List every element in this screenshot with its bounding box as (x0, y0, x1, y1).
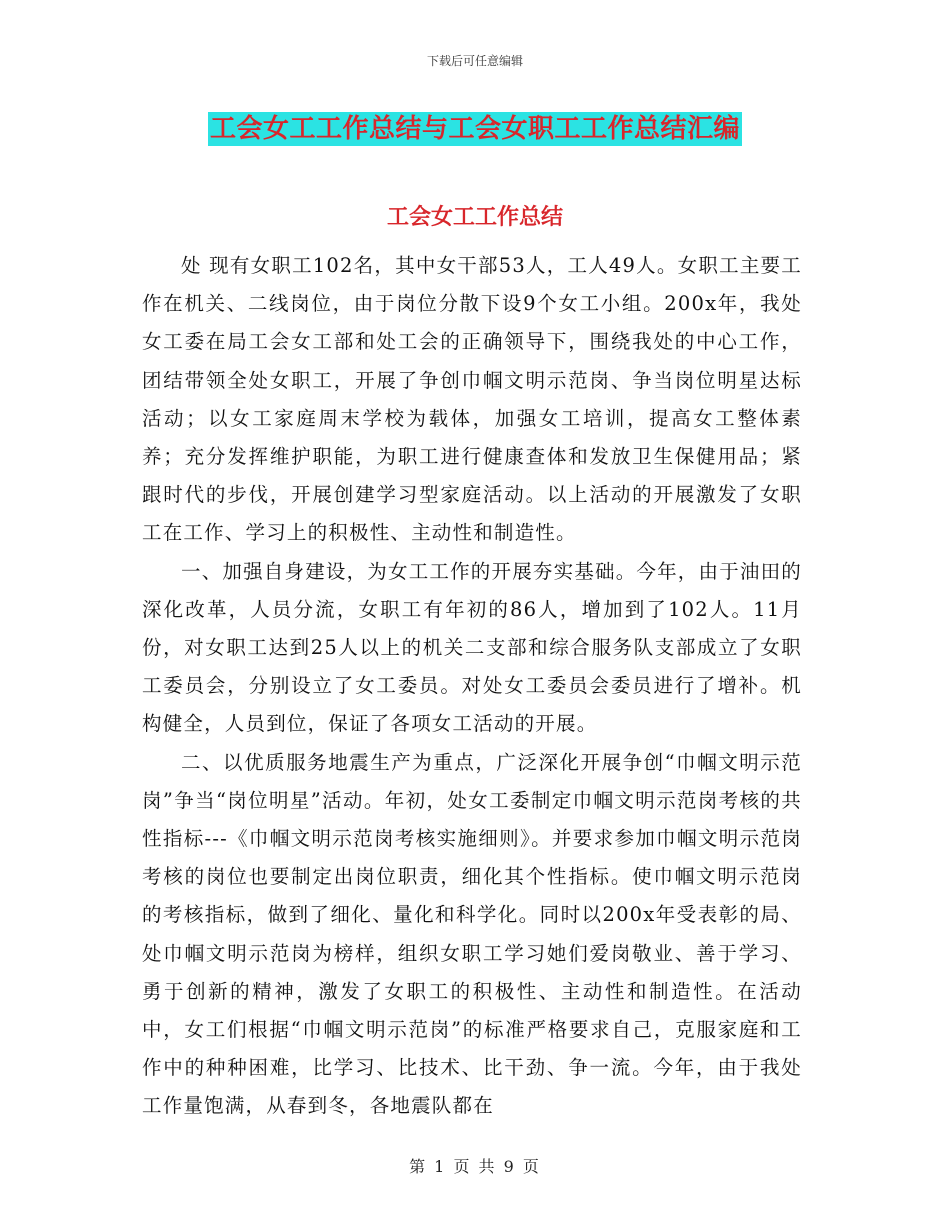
paragraph-section-two: 二、以优质服务地震生产为重点，广泛深化开展争创“巾帼文明示范岗”争当“岗位明星”活动。年初，处女工委制定巾帼文明示范岗考核的共性指标---《巾帼文明示范岗考核实施细则》。并要求参加巾帼文明示范岗考核的岗位也要制定出岗位职责，细化其个性指标。使巾帼文明示范岗的考核指标，做到了细化、量化和科学化。同时以200x年受表彰的局、处巾帼文明示范岗为榜样，组织女职工学习她们爱岗敬业、善于学习、勇于创新的精神，激发了女职工的积极性、主动性和制造性。在活动中，女工们根据“巾帼文明示范岗”的标准严格要求自己，克服家庭和工作中的种种困难，比学习、比技术、比干劲、争一流。今年，由于我处工作量饱满，从春到冬，各地震队都在 (142, 750, 802, 1118)
section-title: 工会女工工作总结 (386, 205, 563, 230)
paragraph-section-one: 一、加强自身建设，为女工工作的开展夯实基础。今年，由于油田的深化改革，人员分流，女职工有年初的86人，增加到了102人。11月份，对女职工达到25人以上的机关二支部和综合服务队支部成立了女职工委员会，分别设立了女工委员。对处女工委员会委员进行了增补。机构健全，人员到位，保证了各项女工活动的开展。 (142, 559, 803, 736)
main-title: 工会女工工作总结与工会女职工工作总结汇编 (209, 114, 740, 144)
page-number-footer: 第 1 页 共 9 页 (409, 1157, 541, 1176)
paragraph-intro: 处 现有女职工102名，其中女干部53人，工人49人。女职工主要工作在机关、二线岗位，由于岗位分散下设9个女工小组。200x年，我处女工委在局工会女工部和处工会的正确领导下，围绕我处的中心工作，团结带领全处女职工，开展了争创巾帼文明示范岗、争当岗位明星达标活动；以女工家庭周末学校为载体，加强女工培训，提高女工整体素养；充分发挥维护职能，为职工进行健康查体和发放卫生保健用品；紧跟时代的步伐，开展创建学习型家庭活动。以上活动的开展激发了女职工在工作、学习上的积极性、主动性和制造性。 (142, 254, 802, 545)
header-note: 下载后可任意编辑 (426, 54, 523, 68)
main-title-container (0, 112, 950, 146)
body-text (142, 247, 802, 1126)
